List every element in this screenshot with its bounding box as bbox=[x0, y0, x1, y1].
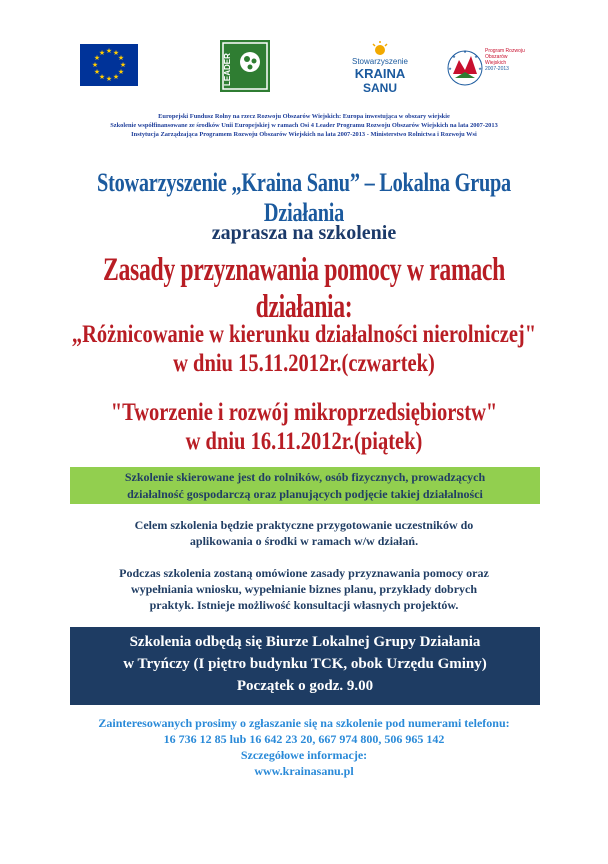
prow-logo-years: 2007-2013 bbox=[485, 66, 509, 72]
svg-text:★: ★ bbox=[463, 49, 467, 54]
leader-logo bbox=[220, 40, 270, 92]
course-2-title: "Tworzenie i rozwój mikroprzedsiębiorstw" bbox=[110, 399, 498, 426]
organization-title: Stowarzyszenie „Kraina Sanu” – Lokalna Grupa Działania bbox=[97, 168, 511, 227]
svg-text:★: ★ bbox=[105, 47, 113, 55]
location-line-1: Szkolenia odbędą się Biurze Lokalnej Grupy Działania bbox=[129, 634, 481, 650]
funding-line-1: Europejski Fundusz Rolny na rzecz Rozwoju Obszarów Wiejskich: Europa inwestująca w obszary wiejskie bbox=[158, 113, 450, 120]
details-line-1: Podczas szkolenia zostaną omówione zasady przyznawania pomocy oraz bbox=[119, 566, 489, 580]
details-paragraph bbox=[0, 565, 608, 613]
svg-text:★: ★ bbox=[117, 54, 125, 62]
contact-section bbox=[0, 715, 608, 779]
svg-text:★: ★ bbox=[117, 68, 125, 76]
svg-text:★: ★ bbox=[448, 66, 452, 71]
funding-note bbox=[0, 112, 608, 139]
purpose-line-1: Celem szkolenia będzie praktyczne przygotowanie uczestników do bbox=[134, 518, 474, 532]
svg-text:★: ★ bbox=[98, 49, 106, 57]
audience-box bbox=[70, 467, 540, 504]
course-1-date: w dniu 15.11.2012r.(czwartek) bbox=[173, 350, 435, 377]
svg-text:★: ★ bbox=[119, 61, 127, 69]
kraina-sanu-logo bbox=[335, 40, 425, 100]
svg-text:★: ★ bbox=[478, 66, 482, 71]
svg-text:★: ★ bbox=[98, 73, 106, 81]
prow-logo bbox=[445, 42, 525, 102]
kraina-logo-line1: Stowarzyszenie bbox=[351, 57, 409, 66]
svg-text:★: ★ bbox=[112, 49, 120, 57]
rules-heading: Zasady przyznawania pomocy w ramach działania: bbox=[103, 252, 505, 325]
details-line-2: wypełniania wniosku, wypełnianie biznes planu, przykłady dobrych bbox=[130, 582, 478, 596]
svg-text:★: ★ bbox=[452, 54, 456, 59]
location-box bbox=[70, 627, 540, 705]
kraina-logo-line3: SANU bbox=[362, 81, 398, 95]
prow-logo-text: Program Rozwoju Obszarów Wiejskich bbox=[485, 48, 525, 66]
course-2-date: w dniu 16.11.2012r.(piątek) bbox=[185, 428, 423, 455]
logo-row bbox=[60, 40, 540, 110]
purpose-paragraph bbox=[0, 517, 608, 549]
course-1-title: „Różnicowanie w kierunku działalności nierolniczej" bbox=[71, 321, 537, 348]
svg-text:★: ★ bbox=[112, 73, 120, 81]
funding-line-2: Szkolenie współfinansowane ze środków Unii Europejskiej w ramach Osi 4 Leader Programu Rozwoju Obszarów Wiejskich na lata 2007-2013 bbox=[110, 122, 498, 129]
contact-info-label: Szczegółowe informacje: bbox=[240, 748, 368, 762]
svg-text:★: ★ bbox=[105, 75, 113, 83]
svg-text:★: ★ bbox=[93, 54, 101, 62]
audience-line-2: działalność gospodarczą oraz planujących podjęcie takiej działalności bbox=[127, 487, 483, 501]
invitation-text: zaprasza na szkolenie bbox=[211, 222, 397, 244]
location-line-2: w Tryńczy (I piętro budynku TCK, obok Urzędu Gminy) bbox=[123, 656, 487, 672]
contact-phones: 16 736 12 85 lub 16 642 23 20, 667 974 800, 506 965 142 bbox=[163, 732, 445, 746]
audience-line-1: Szkolenie skierowane jest do rolników, osób fizycznych, prowadzących bbox=[124, 470, 486, 484]
kraina-logo-line2: KRAINA bbox=[354, 66, 406, 81]
location-start-time: Początek o godz. 9.00 bbox=[236, 678, 374, 694]
funding-line-3: Instytucja Zarządzająca Programem Rozwoju Obszarów Wiejskich na lata 2007-2013 - Ministerstwo Rolnictwa i Rozwoju Wsi bbox=[131, 131, 477, 138]
purpose-line-2: aplikowania o środki w ramach w/w działań. bbox=[189, 534, 419, 548]
svg-text:★: ★ bbox=[91, 61, 99, 69]
svg-text:LEADER: LEADER bbox=[223, 53, 232, 86]
website-link[interactable]: www.krainasanu.pl bbox=[254, 764, 354, 778]
contact-line-1: Zainteresowanych prosimy o zgłaszanie się na szkolenie pod numerami telefonu: bbox=[98, 716, 510, 730]
eu-flag-logo bbox=[80, 44, 138, 86]
svg-text:★: ★ bbox=[474, 54, 478, 59]
svg-text:★: ★ bbox=[93, 68, 101, 76]
details-line-3: praktyk. Istnieje możliwość konsultacji własnych projektów. bbox=[149, 598, 459, 612]
